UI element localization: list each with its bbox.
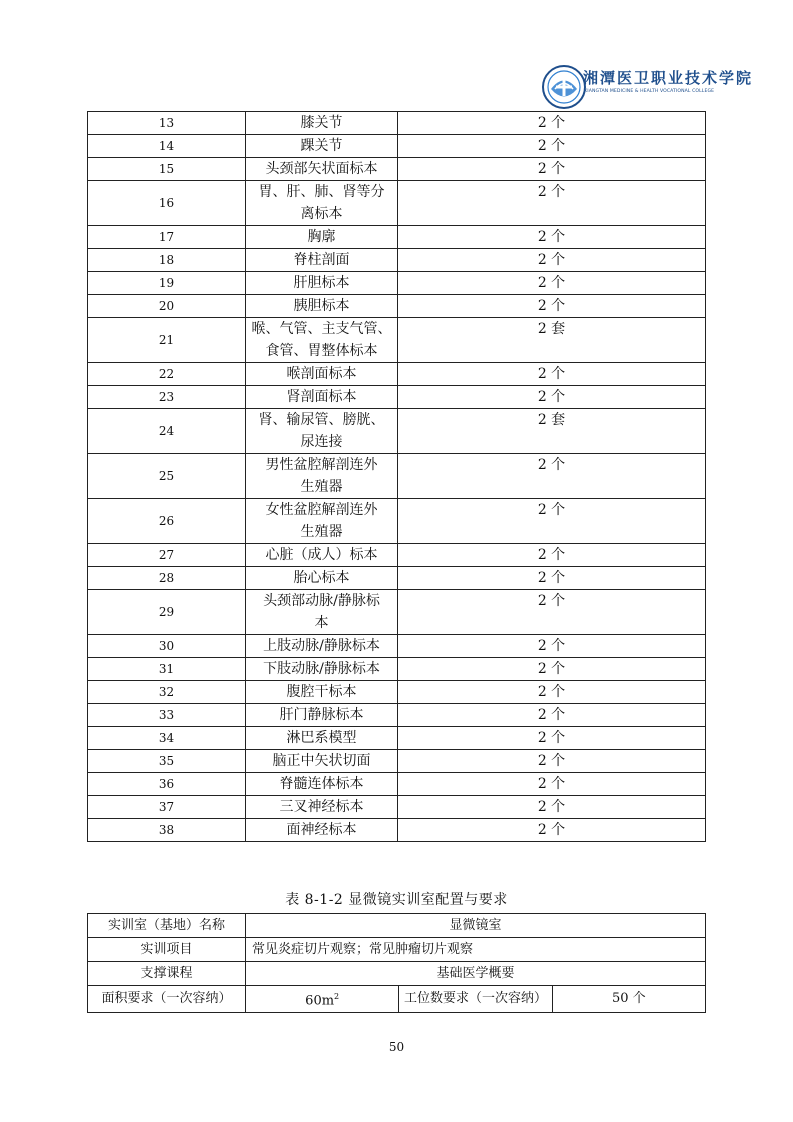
lab-config-table [87, 913, 706, 1013]
specimen-name [246, 226, 398, 249]
table-row [88, 181, 706, 226]
row-number: 16 [88, 181, 246, 226]
specimen-name [246, 590, 398, 635]
specimen-name [246, 819, 398, 842]
specimen-name-line: 女性盆腔解剖连外 [265, 502, 378, 518]
quantity: 2 个 [398, 181, 706, 226]
row-number: 37 [88, 796, 246, 819]
row-number: 22 [88, 363, 246, 386]
table-row [88, 590, 706, 635]
table-row [88, 962, 706, 986]
row-number: 19 [88, 272, 246, 295]
row-number: 35 [88, 750, 246, 773]
quantity: 2 个 [398, 773, 706, 796]
quantity: 2 个 [398, 796, 706, 819]
specimen-name [246, 727, 398, 750]
quantity: 2 个 [398, 499, 706, 544]
table-row [88, 914, 706, 938]
specimen-name-line: 脑正中矢状切面 [272, 753, 371, 769]
row-number: 33 [88, 704, 246, 727]
specimen-name-line: 脊柱剖面 [293, 252, 350, 268]
specimen-name [246, 272, 398, 295]
course-label: 支撑课程 [88, 962, 246, 986]
college-logo [541, 64, 754, 114]
specimen-name-line: 三叉神经标本 [279, 799, 364, 815]
specimen-name-line: 离标本 [300, 206, 343, 222]
specimen-name [246, 409, 398, 454]
specimen-name-line: 胃、肝、肺、肾等分 [258, 184, 385, 200]
specimen-name-line: 头颈部动脉/静脉标 [263, 593, 380, 609]
specimen-name-line: 喉剖面标本 [286, 366, 357, 382]
table-row [88, 819, 706, 842]
specimen-name-line: 喉、气管、主支气管、 [251, 321, 392, 337]
row-number: 34 [88, 727, 246, 750]
page-number: 50 [388, 1040, 405, 1054]
table-row [88, 773, 706, 796]
specimen-name [246, 318, 398, 363]
area-label: 面积要求（一次容纳） [88, 986, 246, 1013]
specimen-name-line: 肝胆标本 [293, 275, 350, 291]
quantity: 2 个 [398, 295, 706, 318]
quantity: 2 个 [398, 454, 706, 499]
specimen-name-line: 本 [314, 615, 329, 631]
seat-value: 50 个 [552, 986, 705, 1013]
college-english-name: XIANGTAN MEDICINE & HEALTH VOCATIONAL COLLEGE [584, 89, 715, 94]
quantity: 2 个 [398, 590, 706, 635]
quantity: 2 个 [398, 681, 706, 704]
table-row [88, 454, 706, 499]
row-number: 38 [88, 819, 246, 842]
specimen-name [246, 567, 398, 590]
table-row [88, 750, 706, 773]
specimen-name-line: 踝关节 [300, 138, 343, 154]
area-unit-superscript: 2 [334, 992, 340, 1001]
specimen-name [246, 681, 398, 704]
specimen-name-line: 尿连接 [300, 434, 343, 450]
table-row [88, 986, 706, 1013]
specimen-name [246, 796, 398, 819]
area-value-cell [246, 986, 399, 1013]
specimen-name [246, 295, 398, 318]
table-caption: 表 8-1-2 显微镜实训室配置与要求 [285, 892, 508, 908]
specimen-name [246, 249, 398, 272]
specimen-name-line: 脊髓连体标本 [279, 776, 364, 792]
table-row [88, 704, 706, 727]
table-row [88, 226, 706, 249]
row-number: 36 [88, 773, 246, 796]
table-row [88, 681, 706, 704]
specimen-name-line: 胰胆标本 [293, 298, 350, 314]
quantity: 2 个 [398, 704, 706, 727]
row-number: 17 [88, 226, 246, 249]
specimen-name [246, 454, 398, 499]
project-value: 常见炎症切片观察；常见肿瘤切片观察 [246, 938, 706, 962]
quantity: 2 个 [398, 112, 706, 135]
specimen-name [246, 181, 398, 226]
equipment-table-body [88, 112, 706, 842]
table-row [88, 295, 706, 318]
specimen-name-line: 膝关节 [300, 115, 343, 131]
quantity: 2 个 [398, 272, 706, 295]
row-number: 32 [88, 681, 246, 704]
specimen-name [246, 158, 398, 181]
quantity: 2 个 [398, 363, 706, 386]
quantity: 2 个 [398, 544, 706, 567]
table-row [88, 727, 706, 750]
table-row [88, 499, 706, 544]
row-number: 28 [88, 567, 246, 590]
row-number: 25 [88, 454, 246, 499]
specimen-name [246, 658, 398, 681]
table-row [88, 135, 706, 158]
specimen-name-line: 食管、胃整体标本 [265, 343, 378, 359]
row-number: 30 [88, 635, 246, 658]
specimen-name [246, 635, 398, 658]
row-number: 21 [88, 318, 246, 363]
table-row [88, 363, 706, 386]
row-number: 27 [88, 544, 246, 567]
row-number: 20 [88, 295, 246, 318]
specimen-name-line: 腹腔干标本 [286, 684, 357, 700]
quantity: 2 个 [398, 226, 706, 249]
specimen-name [246, 750, 398, 773]
quantity: 2 个 [398, 658, 706, 681]
specimen-name [246, 112, 398, 135]
specimen-name [246, 773, 398, 796]
specimen-name-line: 淋巴系模型 [286, 730, 357, 746]
specimen-name-line: 面神经标本 [286, 822, 357, 838]
table-row [88, 796, 706, 819]
specimen-name-line: 胎心标本 [293, 570, 350, 586]
college-name: 湘潭医卫职业技术学院 [583, 69, 754, 87]
table-row [88, 658, 706, 681]
quantity: 2 个 [398, 635, 706, 658]
quantity: 2 个 [398, 135, 706, 158]
specimen-name [246, 386, 398, 409]
table-row [88, 567, 706, 590]
row-number: 29 [88, 590, 246, 635]
quantity: 2 个 [398, 249, 706, 272]
room-label: 实训室（基地）名称 [88, 914, 246, 938]
row-number: 15 [88, 158, 246, 181]
specimen-name-line: 肾剖面标本 [286, 389, 357, 405]
quantity: 2 套 [398, 318, 706, 363]
course-value: 基础医学概要 [246, 962, 706, 986]
specimen-name-line: 头颈部矢状面标本 [265, 161, 378, 177]
quantity: 2 套 [398, 409, 706, 454]
specimen-name [246, 135, 398, 158]
row-number: 24 [88, 409, 246, 454]
specimen-name-line: 肾、输尿管、膀胱、 [258, 412, 385, 428]
quantity: 2 个 [398, 386, 706, 409]
row-number: 23 [88, 386, 246, 409]
specimen-name-line: 胸廓 [307, 229, 336, 245]
table-row [88, 544, 706, 567]
specimen-name-line: 生殖器 [300, 524, 343, 540]
quantity: 2 个 [398, 819, 706, 842]
specimen-name-line: 男性盆腔解剖连外 [265, 457, 378, 473]
room-value: 显微镜室 [246, 914, 706, 938]
table-row [88, 272, 706, 295]
specimen-name-line: 生殖器 [300, 479, 343, 495]
row-number: 14 [88, 135, 246, 158]
row-number: 31 [88, 658, 246, 681]
table-row [88, 249, 706, 272]
quantity: 2 个 [398, 750, 706, 773]
college-emblem-icon [541, 64, 587, 110]
quantity: 2 个 [398, 158, 706, 181]
specimen-name-line: 上肢动脉/静脉标本 [263, 638, 380, 654]
table-row [88, 318, 706, 363]
specimen-name [246, 544, 398, 567]
table-row [88, 386, 706, 409]
specimen-name [246, 499, 398, 544]
quantity: 2 个 [398, 727, 706, 750]
row-number: 18 [88, 249, 246, 272]
project-label: 实训项目 [88, 938, 246, 962]
table-row [88, 409, 706, 454]
table-row [88, 938, 706, 962]
row-number: 26 [88, 499, 246, 544]
table-row [88, 158, 706, 181]
quantity: 2 个 [398, 567, 706, 590]
specimen-name-line: 下肢动脉/静脉标本 [263, 661, 380, 677]
specimen-name-line: 心脏（成人）标本 [265, 547, 378, 563]
row-number: 13 [88, 112, 246, 135]
specimen-name-line: 肝门静脉标本 [279, 707, 364, 723]
area-value: 60m [305, 993, 335, 1009]
specimen-name [246, 363, 398, 386]
table-row [88, 112, 706, 135]
seat-label: 工位数要求（一次容纳） [399, 986, 552, 1013]
table-row [88, 635, 706, 658]
specimen-name [246, 704, 398, 727]
equipment-table [87, 111, 706, 842]
